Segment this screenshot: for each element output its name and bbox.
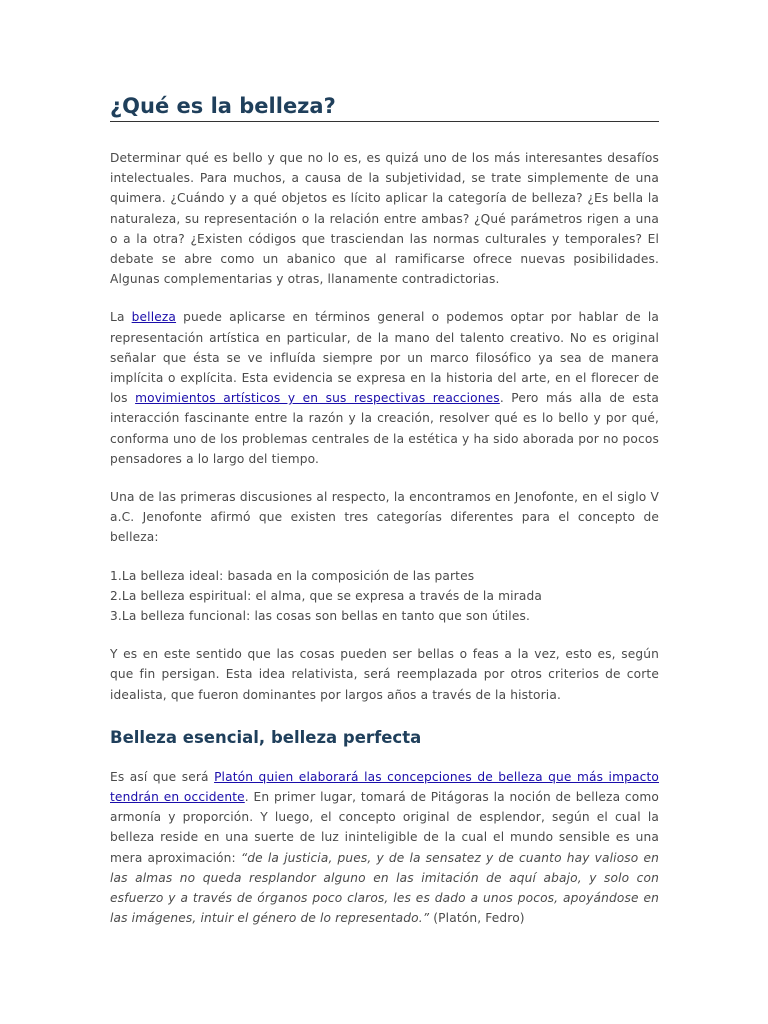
paragraph-platon — [110, 767, 659, 929]
paragraph-belleza-definition — [110, 307, 659, 469]
page-title: ¿Qué es la belleza? — [110, 94, 659, 122]
intro-paragraph: Determinar qué es bello y que no lo es, es quizá uno de los más interesantes desafíos intelectuales. Para muchos, a causa de la subjetividad, se trate simplemente de una quimera. ¿Cuándo y a qué objetos es lícito aplicar la categoría de belleza? ¿Es bella la naturaleza, su representación o la relación entre ambas? ¿Qué parámetros rigen a una o a la otra? ¿Existen códigos que trasciendan las normas culturales y temporales? El debate se abre como un abanico que al ramificarse ofrece nuevas posibilidades. Algunas complementarias y otras, llanamente contradictorias. — [110, 151, 659, 287]
list-item: 2.La belleza espiritual: el alma, que se expresa a través de la mirada — [110, 588, 542, 603]
section-heading: Belleza esencial, belleza perfecta — [110, 727, 422, 747]
paragraph-text: . Pero más alla de esta interacción fascinante entre la razón y la creación, resolver qué es lo bello y por qué, conforma uno de los problemas centrales de la estética y ha sido aborada por no pocos pensadores a lo largo del tiempo. — [110, 391, 660, 466]
citation: (Platón, Fedro) — [429, 911, 525, 926]
list-item: 1.La belleza ideal: basada en la composición de las partes — [110, 568, 475, 583]
paragraph-jenofonte: Una de las primeras discusiones al respecto, la encontramos en Jenofonte, en el siglo V a.C. Jenofonte afirmó que existen tres categorías diferentes para el concepto de belleza: — [110, 490, 659, 545]
paragraph-text: . En primer lugar, tomará de Pitágoras la noción de belleza como armonía y proporción. Y luego, el concepto original de esplendor, según el cual la belleza reside en una suerte de luz ininteligible de la cual el mundo sensible es una mera aproximación: — [110, 790, 659, 865]
paragraph-relativism: Y es en este sentido que las cosas pueden ser bellas o feas a la vez, esto es, según que fin persigan. Esta idea relativista, será reemplazada por otros criterios de corte idealista, que fueron dominantes por largos años a través de la historia. — [110, 647, 659, 702]
article — [110, 0, 659, 929]
beauty-categories-list — [110, 566, 659, 627]
paragraph-text: Es así que será — [110, 769, 215, 784]
platon-quote: “de la justicia, pues, y de la sensatez y de cuanto hay valioso en las almas no queda resplandor alguno en las imitación de aquí abajo, y solo con esfuerzo y a través de órganos poco claros, les es dado a unos pocos, apoyándose en las imágenes, intuir el género de lo representado.” — [110, 850, 659, 926]
link-movimientos-artisticos[interactable]: movimientos artísticos y en sus respectivas reacciones — [135, 391, 500, 406]
list-item: 3.La belleza funcional: las cosas son bellas en tanto que son útiles. — [110, 609, 530, 624]
link-platon[interactable]: Platón quien elaborará las concepciones de belleza que más impacto tendrán en occidente — [110, 769, 659, 805]
paragraph-text: La — [110, 310, 132, 325]
paragraph-text: puede aplicarse en términos general o podemos optar por hablar de la representación artística en particular, de la mano del talento creativo. No es original señalar que ésta se ve influída siempre por un marco filosófico ya sea de manera implícita o explícita. Esta evidencia se expresa en la historia del arte, en el florecer de los — [110, 310, 659, 406]
link-belleza[interactable]: belleza — [131, 310, 177, 325]
